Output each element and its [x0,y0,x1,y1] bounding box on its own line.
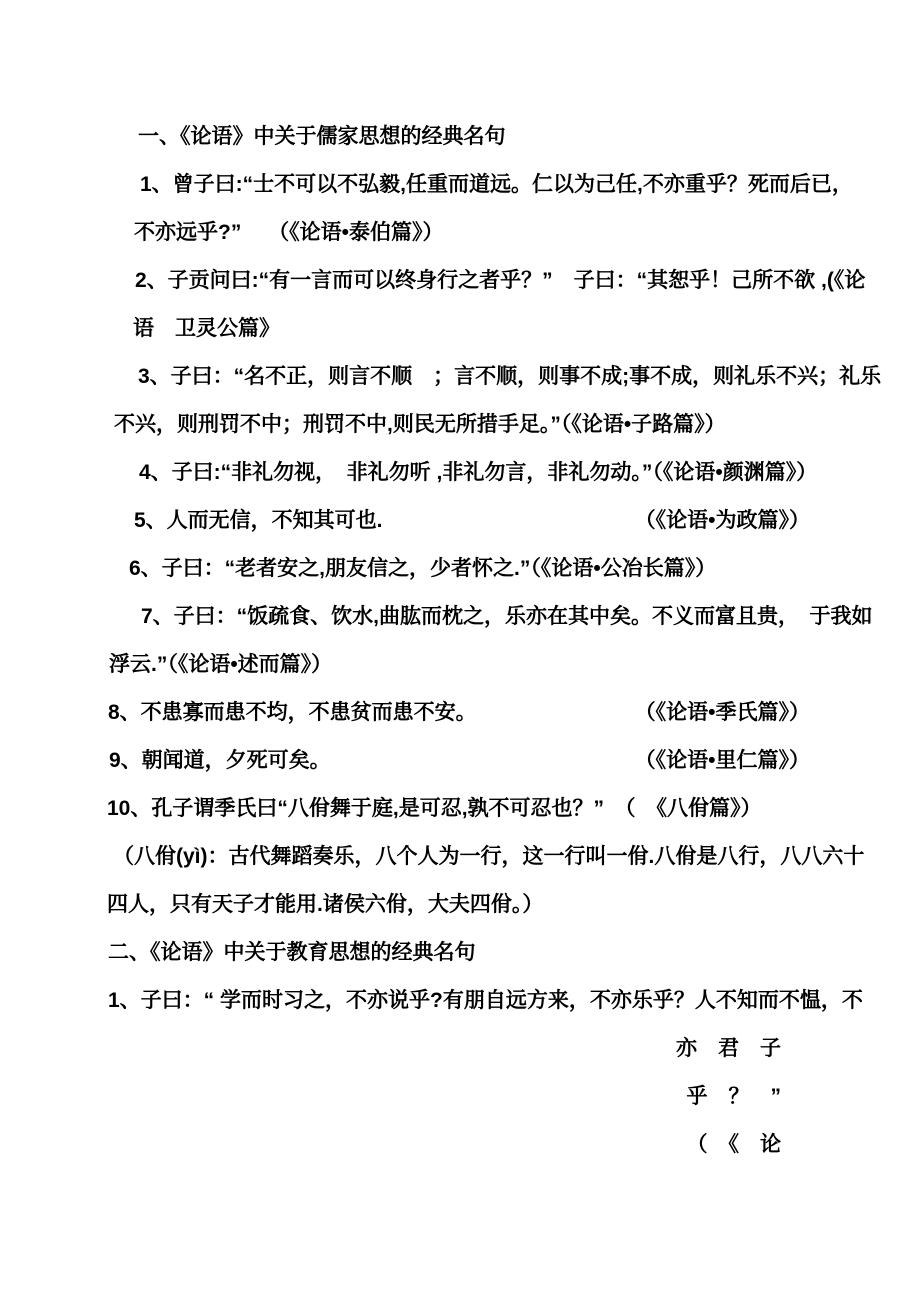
section2-item-1-line-3: 乎 ？ ” [686,1085,781,1108]
section-1-heading: 一、《论语》中关于儒家思想的经典名句 [138,125,506,148]
item-10-line: 10、孔子谓季氏曰“八佾舞于庭,是可忍,孰不可忍也？” （ 《八佾篇》） [107,797,762,820]
document-body [0,113,920,1169]
item-7-line-1: 7、子曰：“饭疏食、饮水,曲肱而枕之，乐亦在其中矣。不义而富且贵， 于我如 [141,605,873,628]
item-4-line: 4、子曰:“非礼勿视， 非礼勿听 ,非礼勿言，非礼勿动。”（《论语•颜渊篇》） [139,461,818,484]
section-2-heading: 二、《论语》中关于教育思想的经典名句 [108,941,476,964]
item-9-line-text: 9、朝闻道，夕死可矣。 [109,749,331,772]
section2-item-1-line-2: 亦 君 子 [676,1037,781,1060]
item-1-line-1: 1、曾子曰:“士不可以不弘毅,任重而道远。仁以为己任,不亦重乎？死而后已， [140,173,853,196]
item-1-line-2: 不亦远乎?” （《论语•泰伯篇》） [134,221,444,244]
item-9-line [0,737,920,785]
item-7-line-2: 浮云.”（《论语•述而篇》） [109,653,333,676]
item-10-note-line-1: （八佾(yì)：古代舞蹈奏乐，八个人为一行，这一行叫一佾.八佾是八行，八八六十 [113,845,865,868]
item-5-line-text: 5、人而无信，不知其可也. [134,509,383,532]
item-5-line [0,497,920,545]
item-5-line-source: （《论语•为政篇》） [634,509,810,532]
item-2-line-1: 2、子贡问曰:“有一言而可以终身行之者乎？” 子曰：“其恕乎！己所不欲 ,(《论 [135,269,866,292]
item-10-note-line-2: 四人，只有天子才能用.诸侯六佾，大夫四佾。） [107,893,544,916]
section2-item-1-line-4: （ 《 论 [686,1133,781,1156]
item-8-line-text: 8、不患寡而患不均，不患贫而患不安。 [108,701,477,724]
item-2-line-2: 语 卫灵公篇》 [133,317,280,340]
item-3-line-1: 3、子曰：“名不正，则言不顺 ；言不顺，则事不成;事不成，则礼乐不兴；礼乐 [138,365,882,388]
item-9-line-source: （《论语•里仁篇》） [634,749,810,772]
item-8-line-source: （《论语•季氏篇》） [634,701,810,724]
item-8-line [0,689,920,737]
item-3-line-2: 不兴，则刑罚不中；刑罚不中,则民无所措手足。”（《论语•子路篇》） [114,413,726,436]
section2-item-1-line-1: 1、子曰：“ 学而时习之，不亦说乎?有朋自远方来，不亦乐乎？人不知而不愠，不 [108,989,863,1012]
item-6-line: 6、子曰：“老者安之,朋友信之，少者怀之.”（《论语•公冶长篇》） [129,557,717,580]
